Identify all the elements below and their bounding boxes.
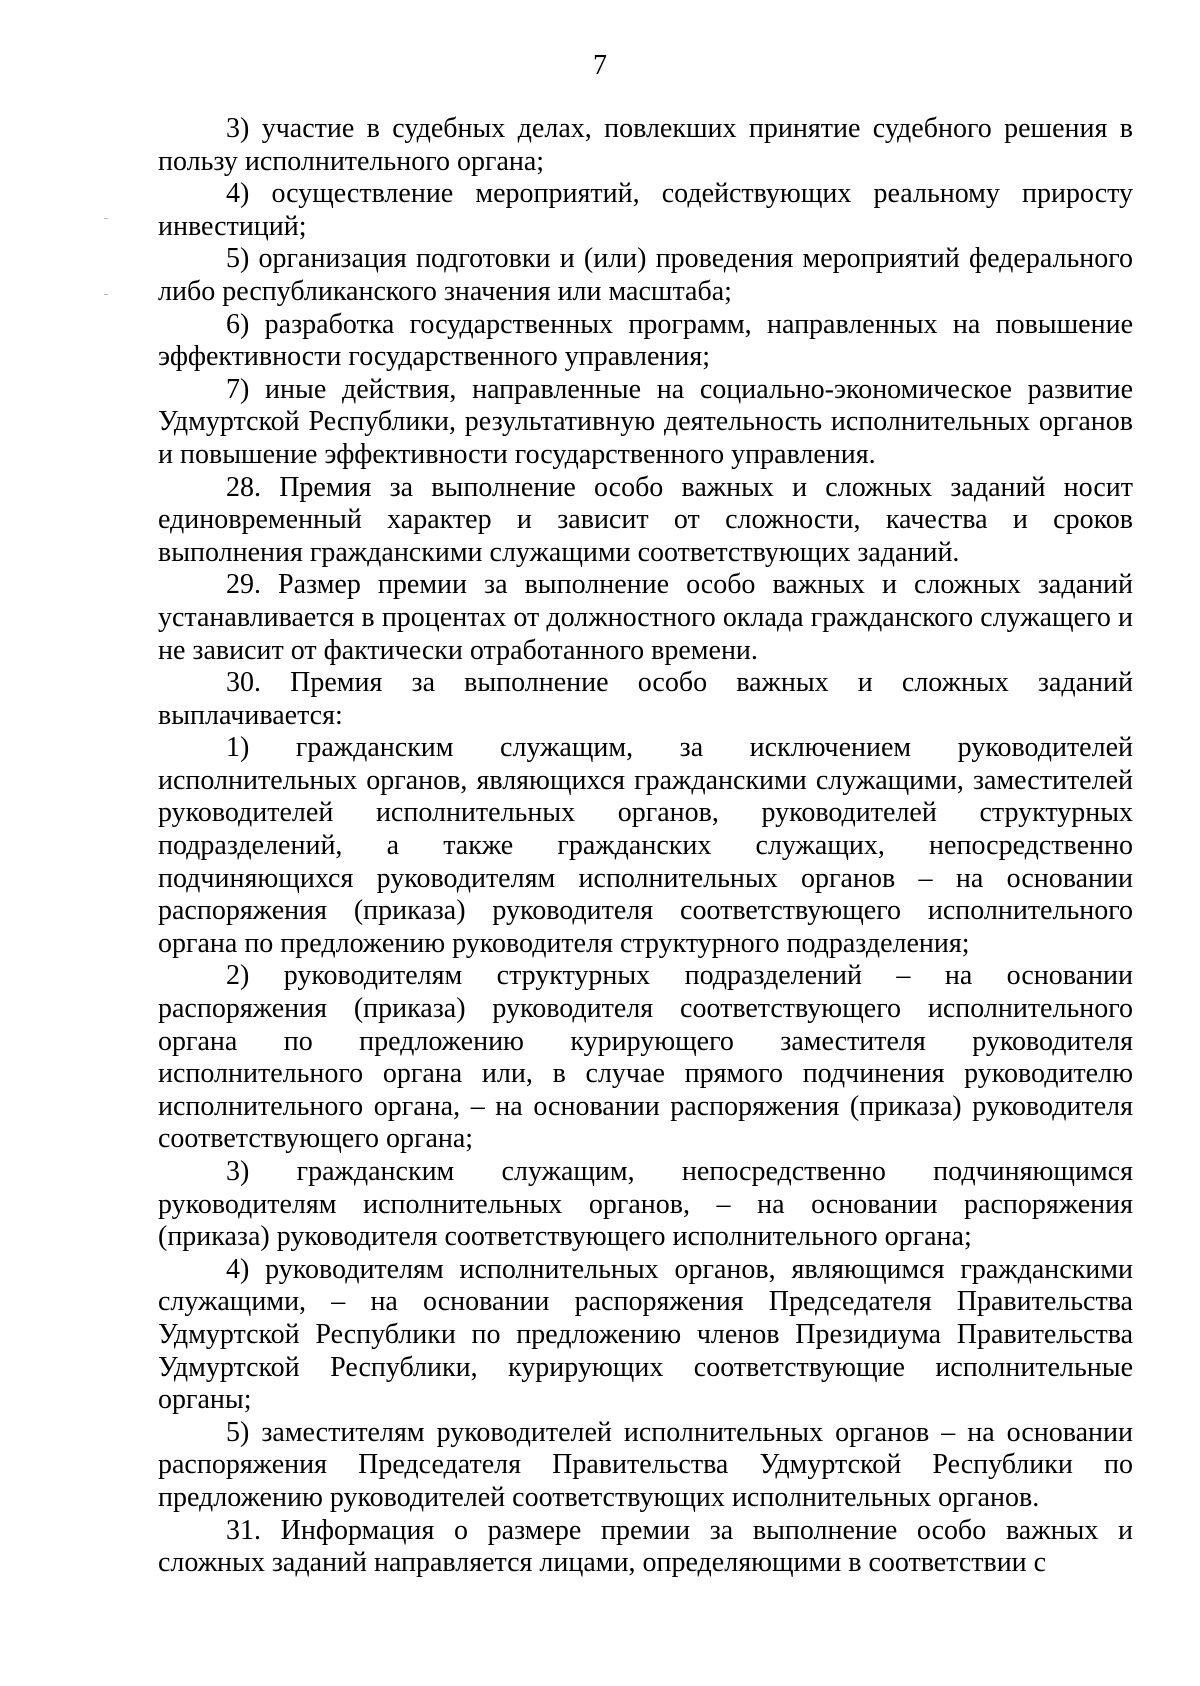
document-body [158,113,1133,1580]
clause-30-item-3: 3) гражданским служащим, непосредственно подчиняющимся руководителям исполнительных органов, – на основании распоряжения (приказа) руководителя соответствующего исполнительного органа; [158,1156,1133,1253]
scan-mark [104,218,108,219]
page-number: 7 [593,50,607,81]
clause-29: 29. Размер премии за выполнение особо важных и сложных заданий устанавливается в процентах от должностного оклада гражданского служащего и не зависит от фактически отработанного времени. [158,569,1133,666]
clause-31: 31. Информация о размере премии за выполнение особо важных и сложных заданий направляется лицами, определяющими в соответствии с [158,1514,1133,1579]
clause-30-item-4: 4) руководителям исполнительных органов, являющимся гражданскими служащими, – на основании распоряжения Председателя Правительства Удмуртской Республики по предложению членов Президиума Правительства Удмуртской Республики, курирующих соответствующие исполнительные органы; [158,1253,1133,1416]
list-item-6: 6) разработка государственных программ, направленных на повышение эффективности государственного управления; [158,308,1133,373]
list-item-3: 3) участие в судебных делах, повлекших принятие судебного решения в пользу исполнительного органа; [158,113,1133,177]
list-item-7: 7) иные действия, направленные на социально-экономическое развитие Удмуртской Республики, результативную деятельность исполнительных органов и повышение эффективности государственного управления. [158,373,1133,470]
clause-30-item-5: 5) заместителям руководителей исполнительных органов – на основании распоряжения Председателя Правительства Удмуртской Республики по предложению руководителей соответствующих исполнительных органов. [158,1416,1133,1513]
clause-30-item-2: 2) руководителям структурных подразделений – на основании распоряжения (приказа) руководителя соответствующего исполнительного органа по предложению курирующего заместителя руководителя исполнительного органа или, в случае прямого подчинения руководителю исполнительного органа, – на основании распоряжения (приказа) руководителя соответствующего органа; [158,960,1133,1155]
list-item-4: 4) осуществление мероприятий, содействующих реальному приросту инвестиций; [158,178,1133,242]
clause-30-item-1: 1) гражданским служащим, за исключением руководителей исполнительных органов, являющихся гражданскими служащими, заместителей руководителей исполнительных органов, руководителей структурных подразделений, а также гражданских служащих, непосредственно подчиняющихся руководителям исполнительных органов – на основании распоряжения (приказа) руководителя соответствующего исполнительного органа по предложению руководителя структурного подразделения; [158,732,1133,959]
list-item-5: 5) организация подготовки и (или) проведения мероприятий федерального либо республиканского значения или масштаба; [158,243,1133,307]
clause-28: 28. Премия за выполнение особо важных и сложных заданий носит единовременный характер и зависит от сложности, качества и сроков выполнения гражданскими служащими соответствующих заданий. [158,471,1133,568]
clause-30: 30. Премия за выполнение особо важных и сложных заданий выплачивается: [158,667,1133,731]
scan-mark [104,294,108,295]
